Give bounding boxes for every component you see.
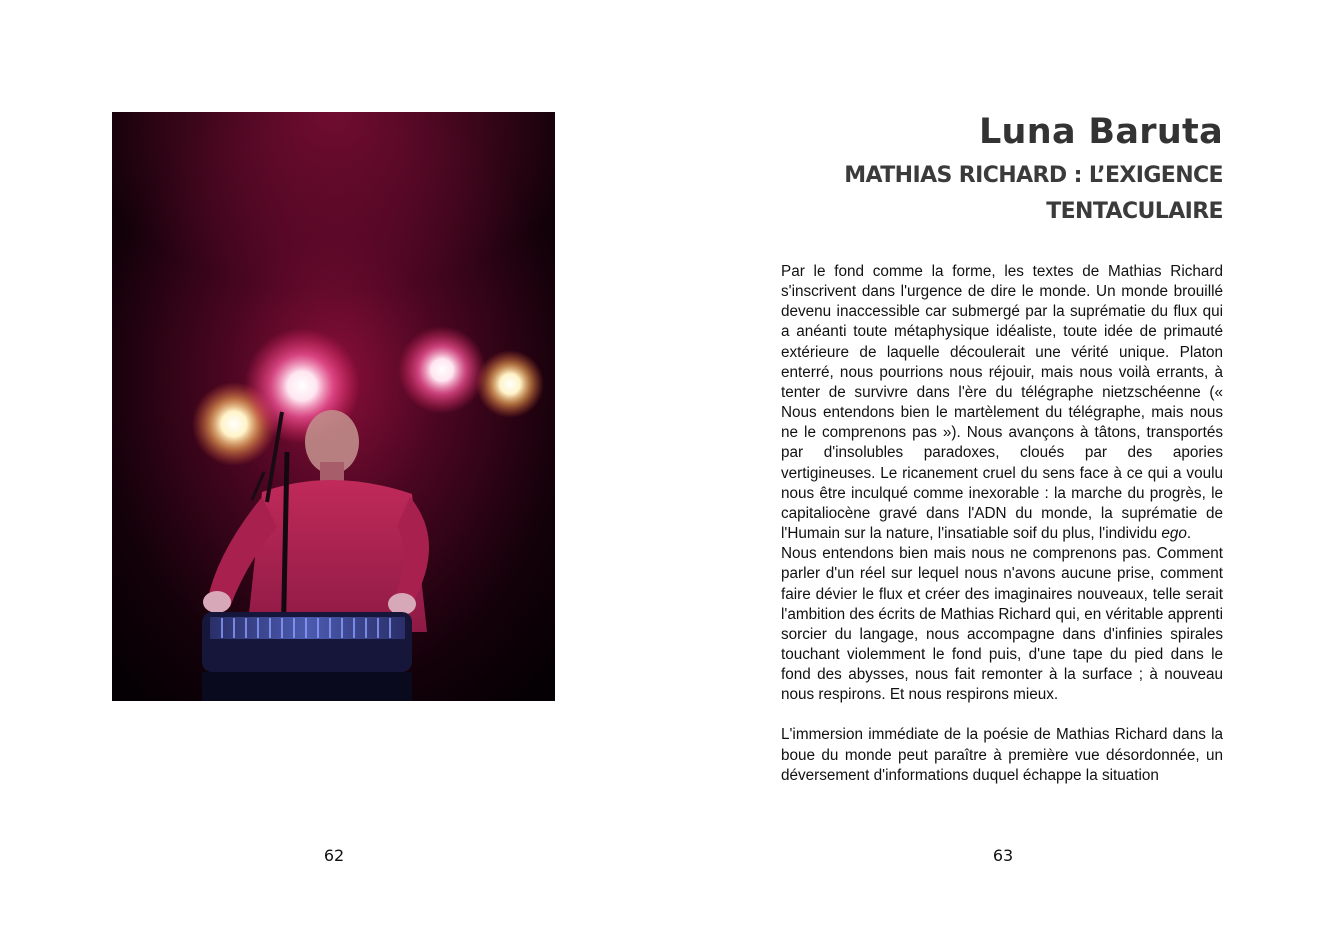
article-author: Luna Baruta (978, 112, 1223, 152)
concert-photo (112, 112, 555, 701)
paragraph-1-text: Par le fond comme la forme, les textes de Mathias Richard s'inscrivent dans l'urgence de dire le monde. Un monde brouillé devenu inaccessible car submergé par la suprématie du flux qui a anéanti toute métaphysique idéaliste, toute idée de primauté extérieure de laquelle découlerait une vérité unique. Platon enterré, nous pourrions nous réjouir, mais nous voilà errants, à tenter de survivre dans l'ère du télégraphe nietzschéenne (« Nous entendons bien le martèlement du télégraphe, mais nous ne le comprenons pas »). Nous avançons à tâtons, transportés par d'insolubles paradoxes, cloués par des apories vertigineuses. Le ricanement cruel du sens face à ce qui a voulu nous être inculqué comme inexorable : la marche du progrès, le capitaliocène gravé dans l'ADN du monde, la suprématie de l'Humain sur la nature, l'insatiable soif du plus, l'individu (781, 263, 1223, 543)
paragraph-1 (781, 262, 1223, 544)
page-number-left: 62 (323, 846, 345, 865)
paragraph-2: Nous entendons bien mais nous ne comprenons pas. Comment parler d'un réel sur lequel nous n'avons aucune prise, comment faire dévier le flux et créer des imaginaires nouveaux, telle serait l'ambition des écrits de Mathias Richard qui, en véritable apprenti sorcier du langage, nous accompagne dans d'infinies spirales touchant violemment le fond puis, d'une tape du pied dans le fond des abysses, nous fait remonter à la surface ; à nouveau nous respirons. Et nous respirons mieux. (781, 545, 1223, 704)
article-body (781, 262, 1223, 826)
paragraph-3: L'immersion immédiate de la poésie de Mathias Richard dans la boue du monde peut paraître à première vue désordonnée, un déversement d'informations duquel échappe la situation (781, 726, 1223, 784)
paragraph-1-emphasis: ego (1161, 525, 1187, 543)
page-number-right: 63 (992, 846, 1014, 865)
paragraph-1-end: . (1186, 525, 1192, 543)
article-title: MATHIAS RICHARD : L’EXIGENCE TENTACULAIRE (844, 163, 1223, 224)
performer-on-stage-image (112, 112, 555, 701)
